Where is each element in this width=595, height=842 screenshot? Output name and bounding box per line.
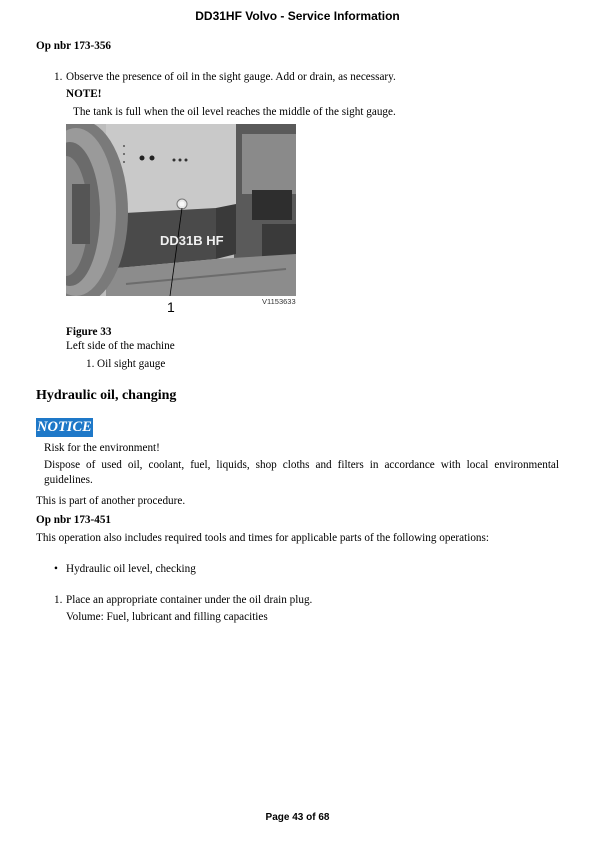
machine-photo xyxy=(66,124,296,296)
notice-badge: NOTICE xyxy=(37,419,92,435)
note-text: The tank is full when the oil level reaches the middle of the sight gauge. xyxy=(73,106,396,118)
step-text: Observe the presence of oil in the sight gauge. Add or drain, as necessary. xyxy=(66,71,396,83)
notice-line-2: Dispose of used oil, coolant, fuel, liquids, shop cloths and filters in accordance with local environmental guidelines. xyxy=(44,459,559,486)
step-subtext: Volume: Fuel, lubricant and filling capacities xyxy=(66,611,268,623)
step-number: 1. xyxy=(54,594,63,606)
figure-image-code: V1153633 xyxy=(262,297,296,306)
figure-caption-label: Figure 33 xyxy=(66,326,112,338)
figure-legend-text: Oil sight gauge xyxy=(97,358,166,370)
machine-photo-drawing xyxy=(66,124,296,296)
part-of-text: This is part of another procedure. xyxy=(36,495,186,507)
bullet-item-text: Hydraulic oil level, checking xyxy=(66,563,196,575)
bullet-glyph: • xyxy=(54,563,58,575)
notice-line-1: Risk for the environment! xyxy=(44,442,160,454)
step-number: 1. xyxy=(54,71,63,83)
op-number-173-451: Op nbr 173-451 xyxy=(36,514,112,526)
note-label: NOTE! xyxy=(66,88,102,100)
figure-caption-text: Left side of the machine xyxy=(66,340,175,352)
includes-text: This operation also includes required tools and times for applicable parts of the following operations: xyxy=(36,532,489,544)
op-number-173-356: Op nbr 173-356 xyxy=(36,40,112,52)
machine-model-badge: DD31B HF xyxy=(160,233,224,248)
figure-legend-number: 1. xyxy=(86,358,95,370)
page-footer: Page 43 of 68 xyxy=(265,812,330,823)
callout-number: 1 xyxy=(167,299,175,315)
step-text: Place an appropriate container under the oil drain plug. xyxy=(66,594,313,606)
section-heading: Hydraulic oil, changing xyxy=(36,388,177,403)
page-header-title: DD31HF Volvo - Service Information xyxy=(195,9,400,23)
